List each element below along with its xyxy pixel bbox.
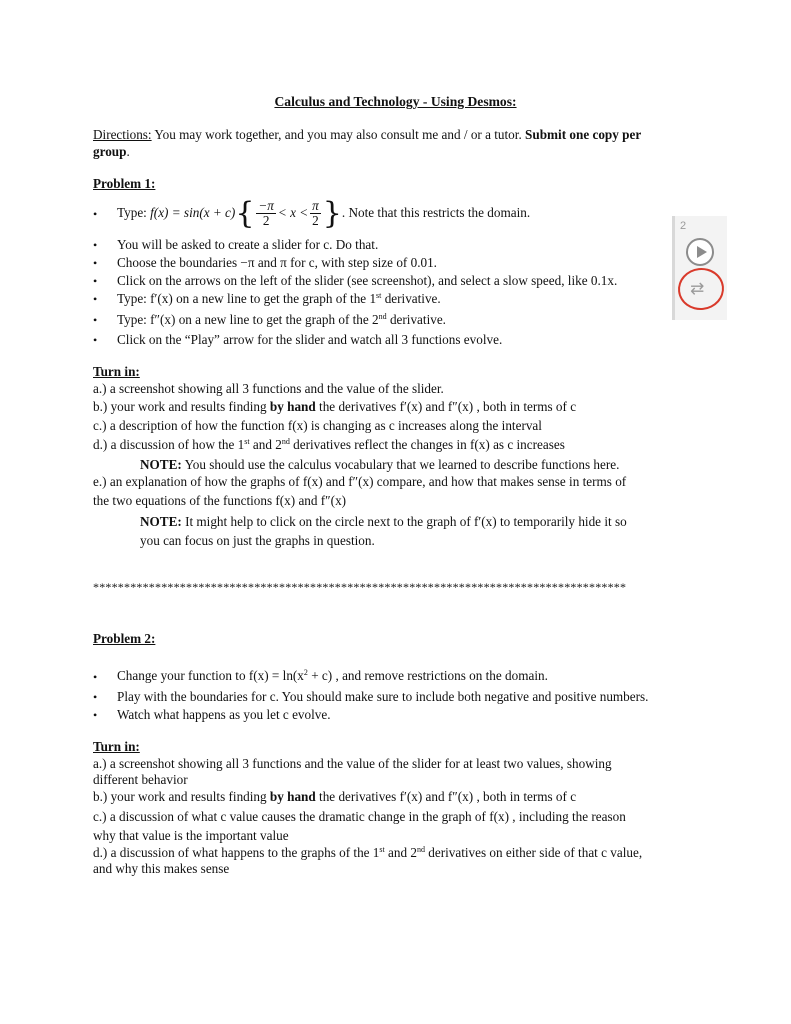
note-label: NOTE:	[140, 457, 182, 472]
problem1-bullet-7: Click on the “Play” arrow for the slider and watch all 3 functions evolve.	[117, 332, 503, 347]
left-brace: {	[235, 195, 255, 231]
problem1-bullet-1	[117, 195, 530, 231]
turnin2-b	[93, 789, 576, 805]
emphasis: by hand	[269, 399, 316, 414]
turnin2-c-line2: why that value is the important value	[93, 828, 289, 843]
directions-line	[93, 127, 641, 143]
superscript: st	[379, 845, 385, 854]
turnin1-a: a.) a screenshot showing all 3 functions and the value of the slider.	[93, 381, 444, 396]
turnin1-e-line1: e.) an explanation of how the graphs of f(x) and f″(x) compare, and how that makes sense in terms of	[93, 474, 627, 489]
superscript: st	[376, 291, 382, 300]
fraction-denominator: 2	[312, 213, 319, 229]
directions-end: .	[126, 144, 130, 159]
text-segment: derivatives on either side of that c value,	[424, 845, 643, 860]
superscript: nd	[416, 845, 425, 854]
turnin2-a-line1: a.) a screenshot showing all 3 functions and the value of the slider for at least two values, showing	[93, 756, 612, 771]
play-triangle	[697, 246, 707, 258]
bullet-dot: •	[93, 690, 98, 704]
highlight-circle	[676, 266, 726, 313]
superscript: nd	[378, 312, 387, 321]
bullet-dot: •	[93, 333, 98, 347]
problem1-bullet-4: Click on the arrows on the left of the slider (see screenshot), and select a slow speed, like 0.1x.	[117, 273, 618, 288]
turnin2-c-line1: c.) a discussion of what c value causes the dramatic change in the graph of f(x) , including the reason	[93, 809, 626, 824]
fraction-numerator: π	[312, 198, 319, 214]
bullet-dot: •	[93, 274, 98, 288]
turnin2-d-line1	[93, 845, 642, 861]
bullet-text: Type: f′(x) on a new line to get the graph of the 1	[117, 291, 377, 306]
problem2-bullet-1	[117, 668, 548, 684]
note-text: It might help to click on the circle next to the graph of f′(x) to temporarily hide it so	[181, 514, 627, 529]
fraction-denominator: 2	[262, 213, 270, 229]
directions-line-2	[93, 144, 130, 160]
bullet-dot: •	[93, 313, 98, 327]
bullet-dot: •	[93, 670, 98, 684]
turnin2-d-line2: and why this makes sense	[93, 861, 230, 876]
bullet-text: derivative.	[381, 291, 441, 306]
bullet-text: Change your function to f(x) = ln(x	[117, 668, 304, 683]
bullet-dot: •	[93, 238, 98, 252]
problem2-bullet-2: Play with the boundaries for c. You should make sure to include both negative and positive numbers.	[117, 689, 649, 704]
turnin1-heading: Turn in:	[93, 364, 140, 379]
bullet-text: Type:	[117, 205, 151, 220]
text-segment: d.) a discussion of how the 1	[93, 437, 245, 452]
directions-bold: Submit one copy per	[525, 127, 642, 142]
problem1-bullet-2: You will be asked to create a slider for c. Do that.	[117, 237, 379, 252]
repeat-arrows-icon: ⇄	[690, 279, 705, 299]
directions-bold-2: group	[93, 144, 127, 159]
problem1-bullet-5	[117, 291, 441, 307]
note-label: NOTE:	[140, 514, 182, 529]
text-segment: the derivatives f′(x) and f″(x) , both in terms of c	[315, 399, 577, 414]
text-segment: b.) your work and results finding	[93, 399, 270, 414]
play-icon	[686, 238, 714, 266]
page-title: Calculus and Technology - Using Desmos:	[274, 94, 517, 109]
turnin1-c: c.) a description of how the function f(x) is changing as c increases along the interval	[93, 418, 542, 433]
bullet-dot: •	[93, 207, 98, 221]
fraction-numerator: −π	[258, 198, 274, 214]
text-segment: b.) your work and results finding	[93, 789, 270, 804]
turnin1-note2-line2: you can focus on just the graphs in question.	[140, 533, 375, 548]
bullet-text: Type: f″(x) on a new line to get the graph of the 2	[117, 312, 379, 327]
turnin1-d	[93, 437, 565, 453]
superscript: 2	[303, 668, 308, 677]
text-segment: derivatives reflect the changes in f(x) as c increases	[289, 437, 565, 452]
turnin2-a-line2: different behavior	[93, 772, 188, 787]
problem1-bullet-6	[117, 312, 446, 328]
problem2-bullet-3: Watch what happens as you let c evolve.	[117, 707, 331, 722]
inequality-middle: < x <	[277, 205, 309, 220]
slider-screenshot	[672, 216, 727, 320]
turnin2-heading: Turn in:	[93, 739, 140, 754]
problem1-bullet-3: Choose the boundaries −π and π for c, with step size of 0.01.	[117, 255, 437, 270]
bullet-dot: •	[93, 708, 98, 722]
bullet-text: . Note that this restricts the domain.	[341, 205, 531, 220]
bullet-dot: •	[93, 292, 98, 306]
turnin1-note1	[140, 457, 619, 473]
note-text: You should use the calculus vocabulary that we learned to describe functions here.	[181, 457, 620, 472]
fraction-pi-over-2	[310, 199, 321, 228]
problem2-heading: Problem 2:	[93, 631, 156, 646]
turnin1-b	[93, 399, 576, 415]
bullet-text: + c) , and remove restrictions on the domain.	[307, 668, 548, 683]
superscript: st	[244, 437, 250, 446]
section-separator: **************************************************************************************	[93, 580, 627, 594]
turnin1-note2	[140, 514, 627, 530]
directions-label: Directions:	[93, 127, 152, 142]
directions-text: You may work together, and you may also consult me and / or a tutor.	[151, 127, 526, 142]
emphasis: by hand	[269, 789, 316, 804]
text-segment: and 2	[384, 845, 417, 860]
superscript: nd	[281, 437, 290, 446]
text-segment: and 2	[249, 437, 282, 452]
text-segment: the derivatives f′(x) and f″(x) , both in terms of c	[315, 789, 577, 804]
function-expression: f(x) = sin(x + c)	[150, 205, 236, 220]
problem1-heading: Problem 1:	[93, 176, 156, 191]
text-segment: d.) a discussion of what happens to the graphs of the 1	[93, 845, 380, 860]
right-brace: }	[322, 195, 342, 231]
bullet-text: derivative.	[386, 312, 446, 327]
expression-line-number: 2	[680, 220, 687, 232]
turnin1-e-line2: the two equations of the functions f(x) and f″(x)	[93, 493, 347, 508]
bullet-dot: •	[93, 256, 98, 270]
fraction-neg-pi-over-2	[256, 199, 276, 228]
